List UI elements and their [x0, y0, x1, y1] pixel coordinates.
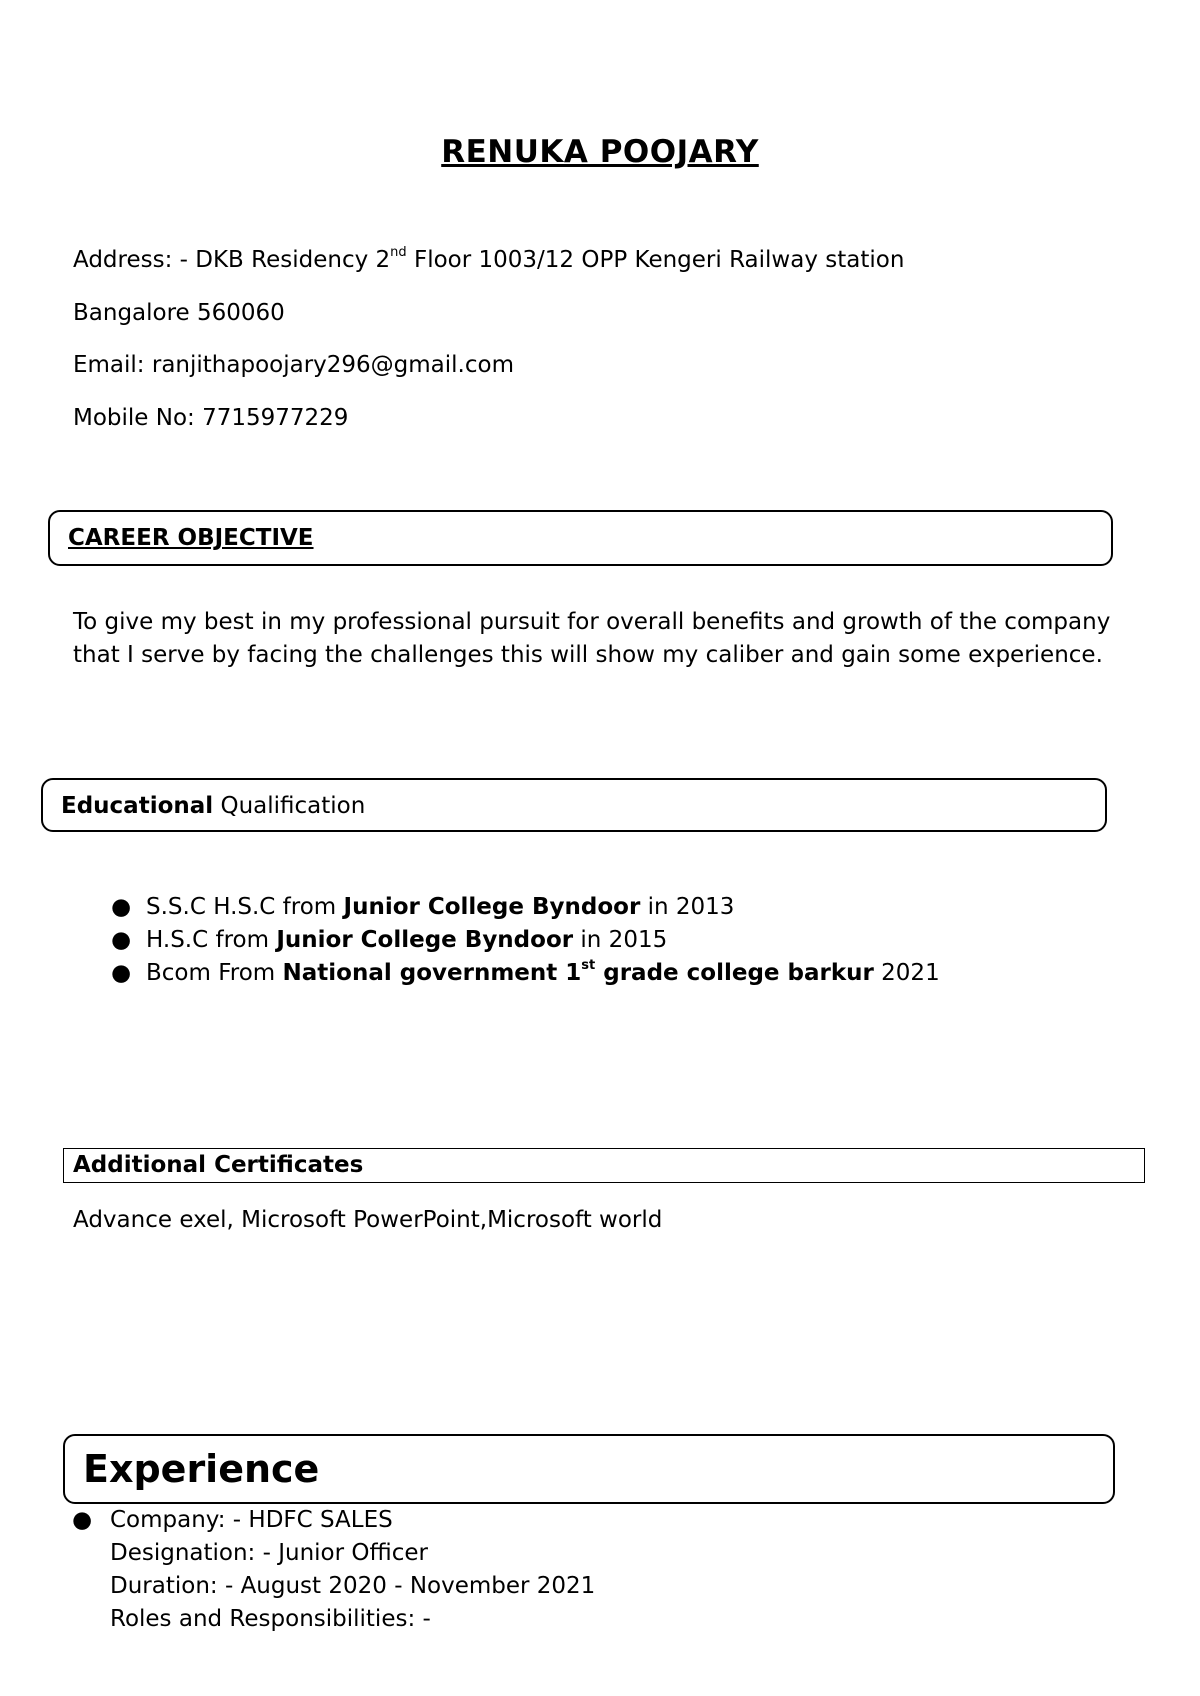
experience-box	[63, 1434, 1115, 1504]
bullet-icon: ●	[111, 960, 132, 986]
resume-name: RENUKA POOJARY	[441, 134, 759, 170]
education-box	[41, 778, 1107, 832]
bullet-icon: ●	[111, 894, 132, 920]
education-list	[111, 891, 940, 990]
experience-heading: Experience	[83, 1447, 320, 1491]
list-item: ● Bcom From National government 1st grade college barkur 2021	[146, 957, 940, 990]
career-objective-box	[48, 510, 1113, 566]
certificates-box	[63, 1148, 1145, 1183]
experience-company: Company: - HDFC SALES	[110, 1507, 393, 1533]
mobile-line: Mobile No: 7715977229	[73, 405, 349, 431]
experience-designation: Designation: - Junior Officer	[110, 1540, 428, 1566]
list-item: ● H.S.C from Junior College Byndoor in 2015	[146, 924, 940, 957]
address-line: Address: - DKB Residency 2nd Floor 1003/12 OPP Kengeri Railway station	[73, 245, 905, 273]
experience-duration: Duration: - August 2020 - November 2021	[110, 1573, 596, 1599]
career-objective-text: To give my best in my professional pursuit for overall benefits and growth of the company that I serve by facing the challenges this will show my caliber and gain some experience.	[73, 609, 1111, 668]
bullet-icon: ●	[111, 927, 132, 953]
email-line: Email: ranjithapoojary296@gmail.com	[73, 352, 514, 378]
certificates-text: Advance exel, Microsoft PowerPoint,Microsoft world	[73, 1207, 663, 1233]
experience-details	[110, 1504, 595, 1636]
certificates-heading: Additional Certificates	[73, 1152, 364, 1178]
experience-bullet	[72, 1504, 92, 1537]
experience-roles: Roles and Responsibilities: -	[110, 1606, 431, 1632]
city-line: Bangalore 560060	[73, 300, 285, 326]
bullet-icon: ●	[72, 1507, 93, 1533]
list-item: ● S.S.C H.S.C from Junior College Byndoor in 2013	[146, 891, 940, 924]
education-heading: Educational Qualification	[61, 793, 366, 819]
career-objective-heading: CAREER OBJECTIVE	[68, 525, 314, 551]
